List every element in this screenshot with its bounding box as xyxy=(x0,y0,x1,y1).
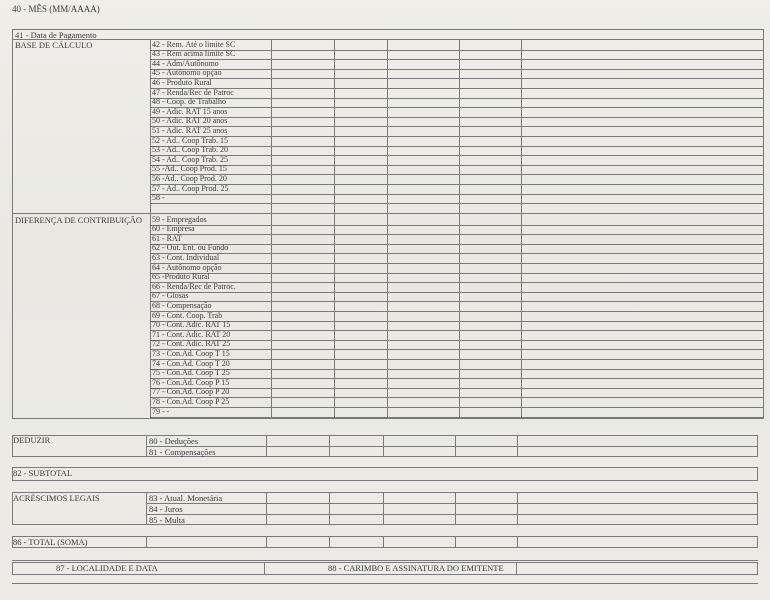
base-calculo-row-label: 50 - Adic. RAT 20 anos xyxy=(152,116,228,126)
footer-divider-2 xyxy=(516,562,517,575)
acrescimos-col-2 xyxy=(329,492,330,525)
date-row-divider xyxy=(12,39,764,40)
base-calculo-row-label: 45 - Autônomo opção xyxy=(152,68,222,78)
atual-monetaria-label: 83 - Atual. Monetária xyxy=(149,493,223,503)
diferenca-row-line xyxy=(150,311,764,312)
deduzir-label: DEDUZIR xyxy=(13,435,51,445)
diferenca-row-label: 72 - Cont. Adic. RAT 25 xyxy=(152,339,231,349)
diferenca-row-label: 67 - Glosas xyxy=(152,291,189,301)
diferenca-row-line xyxy=(150,253,764,254)
base-calculo-row-line xyxy=(150,88,764,89)
base-calculo-row-label: 43 - Rem acima limite SC xyxy=(152,49,236,59)
value-column-divider-5 xyxy=(521,39,522,419)
carimbo-assinatura-label: 88 - CARIMBO E ASSINATURA DO EMITENTE xyxy=(328,563,504,573)
diferenca-row-label: 73 - Con.Ad. Coop T 15 xyxy=(152,348,230,358)
diferenca-row-line xyxy=(150,301,764,302)
diferenca-row-label: 75 - Con.Ad. Coop T 25 xyxy=(152,368,230,378)
base-calculo-row-label: 53 - Ad.. Coop Trab. 20 xyxy=(152,145,229,155)
acrescimos-col-0 xyxy=(146,492,147,525)
deduzir-row-divider xyxy=(146,446,758,447)
label-column-divider xyxy=(150,39,151,419)
diferenca-row-line xyxy=(150,417,764,418)
diferenca-row-line xyxy=(150,330,764,331)
base-calculo-row-line xyxy=(150,165,764,166)
value-column-divider-2 xyxy=(334,39,335,419)
localidade-data-label: 87 - LOCALIDADE E DATA xyxy=(56,563,158,573)
total-col-4 xyxy=(455,536,456,548)
base-calculo-row-line xyxy=(150,50,764,51)
value-column-divider-1 xyxy=(271,39,272,419)
diferenca-row-label: 74 - Con.Ad. Coop T 20 xyxy=(152,358,230,368)
diferenca-row-label: 68 - Compensação xyxy=(152,300,212,310)
acrescimos-frame xyxy=(12,492,758,525)
footer-top-line xyxy=(12,560,758,561)
base-calculo-row-label: 56 -Ad.. Coop Prod. 20 xyxy=(152,173,227,183)
payment-date-label: 41 - Data de Pagamento xyxy=(15,30,97,40)
diferenca-row-label: 59 - Empregados xyxy=(152,214,207,224)
diferenca-row-line xyxy=(150,359,764,360)
diferenca-row-line xyxy=(150,397,764,398)
base-calculo-row-label: 46 - Produto Rural xyxy=(152,77,212,87)
diferenca-row-line xyxy=(150,292,764,293)
diferenca-row-line xyxy=(150,321,764,322)
footer-bottom-line xyxy=(12,583,758,584)
total-col-0 xyxy=(146,536,147,548)
base-calculo-row-label: 58 - xyxy=(152,193,165,203)
subtotal-frame xyxy=(12,467,758,481)
diferenca-row-line xyxy=(150,369,764,370)
diferenca-row-line xyxy=(150,340,764,341)
deducoes-label: 80 - Deduções xyxy=(149,436,199,446)
base-calculo-row-line xyxy=(150,117,764,118)
base-calculo-row-line xyxy=(150,155,764,156)
diferenca-row-label: 69 - Cont. Coop. Trab xyxy=(152,310,223,320)
acrescimos-col-1 xyxy=(266,492,267,525)
value-column-divider-3 xyxy=(387,39,388,419)
base-calculo-row-line xyxy=(150,174,764,175)
base-calculo-label: BASE DE CÁLCULO xyxy=(15,40,93,50)
diferenca-row-label: 66 - Renda/Rec de Patroc. xyxy=(152,281,236,291)
base-calculo-row-label: 42 - Rem. Até o limite SC xyxy=(152,39,236,49)
base-calculo-row-label: 51 - Adic. RAT 25 anos xyxy=(152,125,228,135)
diferenca-row-line xyxy=(150,388,764,389)
total-label: 86 - TOTAL (SOMA) xyxy=(13,537,88,547)
acrescimos-col-4 xyxy=(455,492,456,525)
diferenca-row-line xyxy=(150,244,764,245)
diferenca-row-line xyxy=(150,273,764,274)
diferenca-row-line xyxy=(150,282,764,283)
acrescimos-label: ACRÉSCIMOS LEGAIS xyxy=(13,493,100,503)
acrescimos-col-3 xyxy=(383,492,384,525)
base-calculo-row-line xyxy=(150,136,764,137)
base-calculo-row-line xyxy=(150,59,764,60)
diferenca-row-label: 64 - Autônomo opção xyxy=(152,262,222,272)
diferenca-row-line xyxy=(150,378,764,379)
diferenca-row-label: 65 -Produto Rural xyxy=(152,272,210,282)
base-calculo-row-label: 57 - Ad.. Coop Prod. 25 xyxy=(152,183,229,193)
total-col-2 xyxy=(329,536,330,548)
base-calculo-row-line xyxy=(150,146,764,147)
base-calculo-row-line xyxy=(150,126,764,127)
section-divider xyxy=(12,213,764,214)
diferenca-row-line xyxy=(150,263,764,264)
diferenca-row-label: 71 - Cont. Adic. RAT 20 xyxy=(152,329,231,339)
diferenca-row-line xyxy=(150,349,764,350)
diferenca-row-label: 76 - Con.Ad. Coop P 15 xyxy=(152,377,230,387)
footer-divider-1 xyxy=(264,562,265,575)
page-title: 40 - MÊS (MM/AAAA) xyxy=(12,4,100,14)
diferenca-row-line xyxy=(150,234,764,235)
acrescimos-col-5 xyxy=(517,492,518,525)
value-column-divider-4 xyxy=(459,39,460,419)
base-calculo-row-line xyxy=(150,194,764,195)
total-col-5 xyxy=(517,536,518,548)
diferenca-row-label: 60 - Empresa xyxy=(152,224,195,234)
base-calculo-row-label: 52 - Ad.. Coop Trab. 15 xyxy=(152,135,229,145)
acrescimos-row-divider-2 xyxy=(146,514,758,515)
compensacoes-label: 81 - Compensações xyxy=(149,447,216,457)
diferenca-row-line xyxy=(150,225,764,226)
total-col-1 xyxy=(266,536,267,548)
base-calculo-row-line xyxy=(150,78,764,79)
base-calculo-row-label: 55 -Ad.. Coop Prod. 15 xyxy=(152,164,227,174)
base-calculo-row-label: 48 - Coop. de Trabalho xyxy=(152,97,226,107)
diferenca-row-label: 63 - Cont. Individual xyxy=(152,252,220,262)
subtotal-label: 82 - SUBTOTAL xyxy=(13,468,73,478)
base-calculo-row-line xyxy=(150,69,764,70)
base-calculo-row-label: 47 - Renda/Rec de Patroc xyxy=(152,87,234,97)
acrescimos-row-divider-1 xyxy=(146,503,758,504)
base-calculo-row-line xyxy=(150,98,764,99)
base-calculo-row-label: 54 - Ad.. Coop Trab. 25 xyxy=(152,154,229,164)
diferenca-contribuicao-label: DIFERENÇA DE CONTRIBUIÇÃO xyxy=(15,215,143,225)
juros-label: 84 - Juros xyxy=(149,504,183,514)
total-col-3 xyxy=(383,536,384,548)
base-calculo-row-label: 49 - Adic. RAT 15 anos xyxy=(152,106,228,116)
diferenca-row-label: 61 - RAT xyxy=(152,233,182,243)
base-calculo-row-line xyxy=(150,184,764,185)
diferenca-row-label: 62 - Out. Ent. ou Fundo xyxy=(152,243,229,253)
diferenca-row-line xyxy=(150,407,764,408)
diferenca-row-label: 77 - Con.Ad. Coop P 20 xyxy=(152,387,230,397)
base-calculo-row-label: 44 - Adm/Autônomo xyxy=(152,58,219,68)
base-calculo-row-line xyxy=(150,203,764,204)
base-calculo-row-line xyxy=(150,107,764,108)
total-frame xyxy=(12,536,758,548)
multa-label: 85 - Multa xyxy=(149,515,185,525)
diferenca-row-label: 70 - Cont. Adic. RAT 15 xyxy=(152,320,231,330)
diferenca-row-label: 78 - Con.Ad. Coop P 25 xyxy=(152,396,230,406)
diferenca-row-label: 79 - - xyxy=(152,406,170,416)
